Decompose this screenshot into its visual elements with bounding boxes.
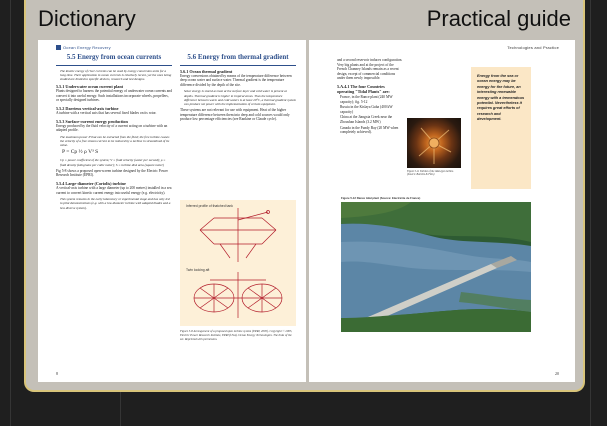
aerial-view (341, 202, 531, 332)
body-text: Plants designed to harness the potential energy of underwater ocean currents and convert it into useful energy. Such installations incorporate wheels, propellers, or specially designed turbines. (56, 89, 172, 103)
book-preview-frame (24, 0, 585, 392)
dictionary-label[interactable]: Dictionary (38, 6, 136, 31)
practical-guide-label[interactable]: Practical guide (426, 6, 571, 31)
title-rule (56, 65, 172, 66)
intro-note: The kinetic energy of river currents can be used by energy conversion units for a long time. Their application in ocean currents is relatively recent, yet the ones being studied are limited to specific devices, research and test designs. (60, 68, 172, 81)
turbine-diagram (180, 200, 296, 326)
subsection-title: 5.A.4.1 The four Countries operating "Tidal Plants" are: (337, 83, 390, 94)
note: This system remains in the early laboratory or experimental stage and has only led to pilot demonstrations (e.g. with a low diameter turbine with adapted blades and a less diverse system). (60, 197, 171, 210)
logo-mark (56, 45, 61, 50)
body-text: A turbine with a vertical axis that has several fixed blades on its rotor. (56, 110, 157, 115)
page-number: 20 (555, 371, 559, 376)
body-text: A vertical-axis turbine with a large diameter (up to 200 metres) installed in a sea current to convert kinetic current energy into useful energy (e.g. electricity). (56, 185, 172, 195)
photo-caption: Figure 5-12 Rance tidal plant (Source: Electricite de France) (341, 196, 421, 200)
body-text: Energy produced by the fluid velocity of a current acting on a turbine with an adapted profile. (56, 123, 168, 133)
subsection-title: 5.6.1 Ocean thermal gradient (180, 68, 233, 74)
figure-subtitle: Twin looking aft (186, 268, 210, 272)
body-text: and a second reservoir induces configuration. Very big plants and at the project of the French Channey Islands remain as a recent design, except of commercial conditions under them newly impossible. (337, 58, 403, 81)
tidal-plant-aerial-photo (341, 202, 531, 332)
list-item: China at the Jiangxia Creek near the Zhoushan Islands (3.2 MW) (340, 115, 393, 124)
running-head (56, 45, 111, 50)
subsection-title: 5.5.3 Surface-current energy production (56, 118, 128, 124)
body-text: Energy conversions obtained by means of the temperature difference between deep ocean water and surface water. Thermal gradient is the temperature difference divided by the depth of the site. (180, 73, 292, 87)
list-item: Russia in the Kislaya Guba (400 kW capacity) (340, 105, 393, 114)
left-column-2 (180, 54, 296, 122)
title-rule (180, 65, 296, 66)
note: The maximum power P that can be extracted from the fluid; the free turbine causes the velocity of a free stream current to be reduced by a turbine in streamlined of its value. (60, 134, 170, 148)
list-item: France, in the Rance plant (240 MW capacity); fig. 5-12 (340, 94, 393, 104)
turbine-photo (407, 118, 461, 168)
note: Solar energy is stored as heat at the surface layer and cold water is present at depths. Thermal gradient is higher in tropical zones. Thus the temperature difference between warm and cold waters is at least 20°C, a thermal gradient system can produce net power with the implementation of certain equipment. (184, 89, 296, 106)
figure-title: Inferred profile of thatched tank (186, 204, 233, 208)
right-page (309, 40, 575, 382)
figure-caption: Figure 5-8 Arrangement of a proposed open turbine system (EPRI, 2005). Copyright © 2005, Electric Power Research Institute, EPRI (USA). Ocean Energy Technologies. The links of the set. Reprinted with permission. (180, 329, 293, 341)
right-column-1 (337, 58, 403, 136)
power-formula: P = Cp ½ ρ V³ S (62, 149, 99, 156)
body-text: These systems are not relevant for use with equipment. Heat of the higher temperature difference between them into deep and cold sources would only produce low percentage efficiencies (see Rankine or Claude cycle). (180, 108, 290, 122)
turbine-figure (180, 200, 296, 326)
formula-variables: Cp = power coefficient of the system; V = fluid velocity (water per second); ρ = fluid density (kilograms per cubic meter); S = turbine disk area (square meter) (60, 158, 166, 167)
background-stroke (590, 0, 591, 426)
subsection-title: 5.5.1 Underwater ocean current plant (56, 84, 124, 90)
turbine-blades (407, 118, 461, 168)
section-title: 5.6 Energy from thermal gradient (187, 53, 289, 61)
page-number: 8 (56, 371, 58, 376)
subsection-title: 5.5.4 Large-diameter (Coriolis) turbine (56, 180, 126, 186)
section-title: 5.5 Energy from ocean currents (66, 53, 162, 61)
running-head: Technologies and Practice (507, 45, 559, 50)
photo-caption: Figure 5-11 Turbine of the tidal-type turbine. (Source: Barrette & Flies) (407, 170, 454, 177)
left-column-1 (56, 54, 172, 212)
left-page (38, 40, 306, 382)
body-text: Fig 5-8 shows a proposed open-screen turbine designed by the Electric Power Research Institute (EPRI). (56, 168, 168, 178)
highlight-sidebar: Energy from the sea or ocean energy may be energy for the future, an interesting renewable energy with a tremendous potential. Nevertheless it requires great efforts of research and development. (471, 67, 531, 189)
running-head-text: Ocean Energy Recovery (63, 45, 111, 50)
background-stroke (10, 0, 11, 426)
background-stroke (120, 390, 121, 426)
subsection-title: 5.5.2 Darrieus vertical-axis turbine (56, 105, 119, 111)
list-item: Canada in the Fundy Bay (20 MW when completely achieved). (340, 125, 399, 135)
